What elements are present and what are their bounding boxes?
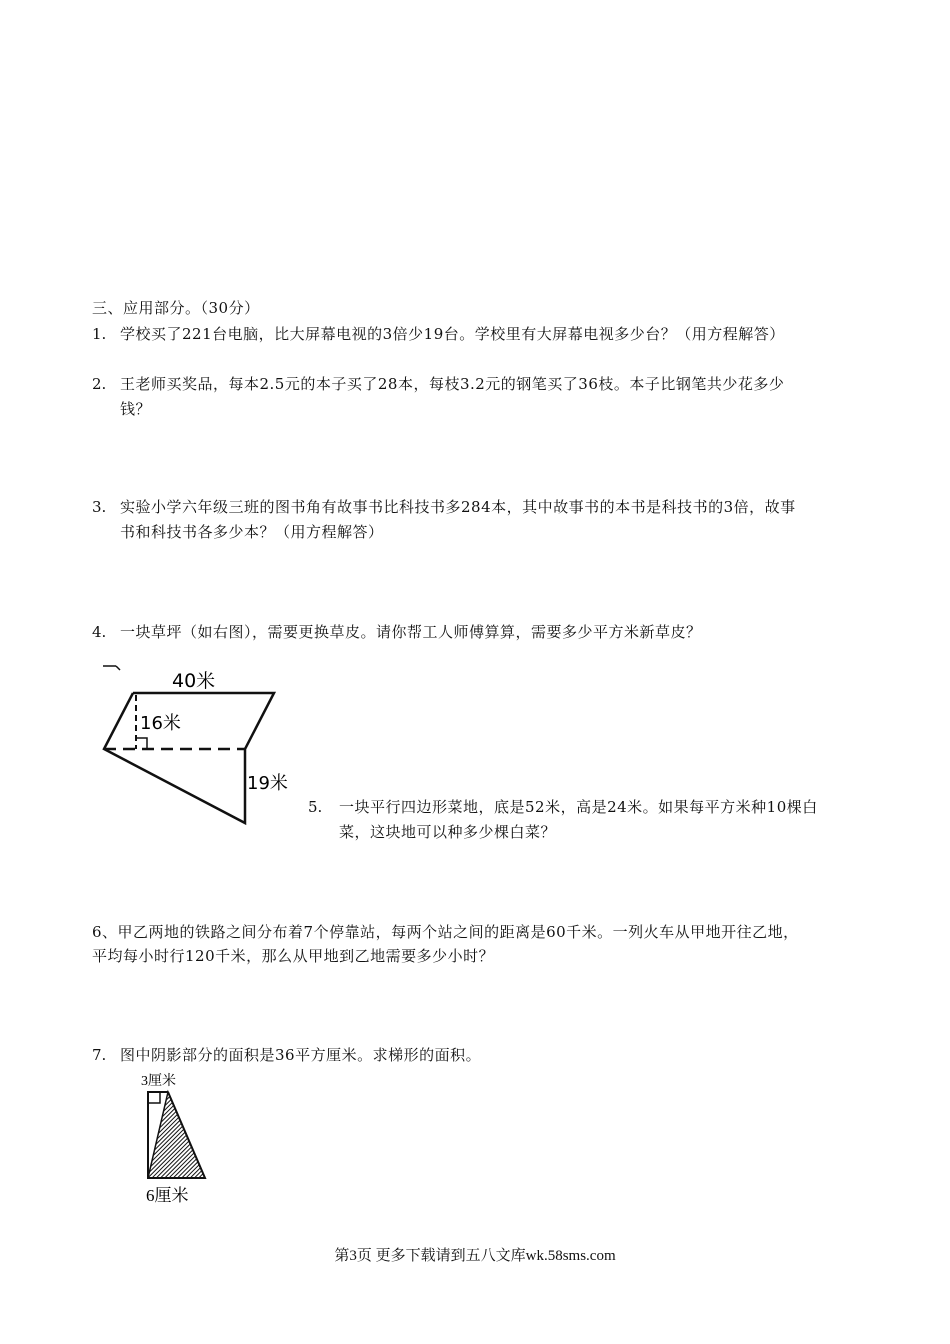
problem-1-number: 1.: [92, 325, 107, 343]
problem-7-number: 7.: [92, 1046, 107, 1064]
section-title: 三、应用部分。（30分）: [92, 299, 260, 317]
page-footer: 第3页 更多下载请到五八文库wk.58sms.com: [334, 1248, 616, 1264]
problem-3-number: 3.: [92, 498, 107, 516]
problem-5-line-2: 菜，这块地可以种多少棵白菜？: [339, 823, 557, 841]
right-angle-mark: [148, 1092, 160, 1103]
lawn-top-label: 40米: [172, 670, 216, 692]
problem-3-line-1: 实验小学六年级三班的图书角有故事书比科技书多284本，其中故事书的本书是科技书的3倍，故事: [120, 498, 796, 516]
problem-2-number: 2.: [92, 375, 107, 393]
lawn-outline: [104, 693, 274, 823]
trapezoid-top-label: 3厘米: [141, 1074, 176, 1089]
right-angle-mark: [136, 738, 147, 749]
trapezoid-figure: [136, 1066, 226, 1206]
problem-4-text: 一块草坪（如右图），需要更换草皮。请你帮工人师傅算算，需要多少平方米新草皮？: [120, 623, 702, 641]
shaded-triangle: [148, 1092, 205, 1178]
problem-5-number: 5.: [308, 798, 323, 816]
problem-6-line-1: 6、甲乙两地的铁路之间分布着7个停靠站，每两个站之间的距离是60千米。一列火车从甲地开往乙地，: [92, 923, 799, 941]
corner-mark-tick: [116, 666, 120, 670]
problem-1-text: 学校买了221台电脑，比大屏幕电视的3倍少19台。学校里有大屏幕电视多少台？（用方程解答）: [120, 325, 785, 343]
problem-4-number: 4.: [92, 623, 107, 641]
problem-3-line-2: 书和科技书各多少本？（用方程解答）: [120, 523, 384, 541]
problem-2-line-1: 王老师买奖品，每本2.5元的本子买了28本，每枝3.2元的钢笔买了36枝。本子比钢笔共少花多少: [120, 375, 785, 393]
problem-6-line-2: 平均每小时行120千米，那么从甲地到乙地需要多少小时？: [92, 947, 495, 965]
lawn-height-label: 16米: [140, 713, 181, 734]
problem-7-text: 图中阴影部分的面积是36平方厘米。求梯形的面积。: [120, 1046, 482, 1064]
problem-5-line-1: 一块平行四边形菜地，底是52米，高是24米。如果每平方米种10棵白: [339, 798, 818, 816]
lawn-side-label: 19米: [247, 773, 288, 794]
lawn-figure: [96, 660, 306, 835]
trapezoid-bottom-label: 6厘米: [146, 1186, 189, 1205]
problem-2-line-2: 钱？: [120, 400, 152, 418]
